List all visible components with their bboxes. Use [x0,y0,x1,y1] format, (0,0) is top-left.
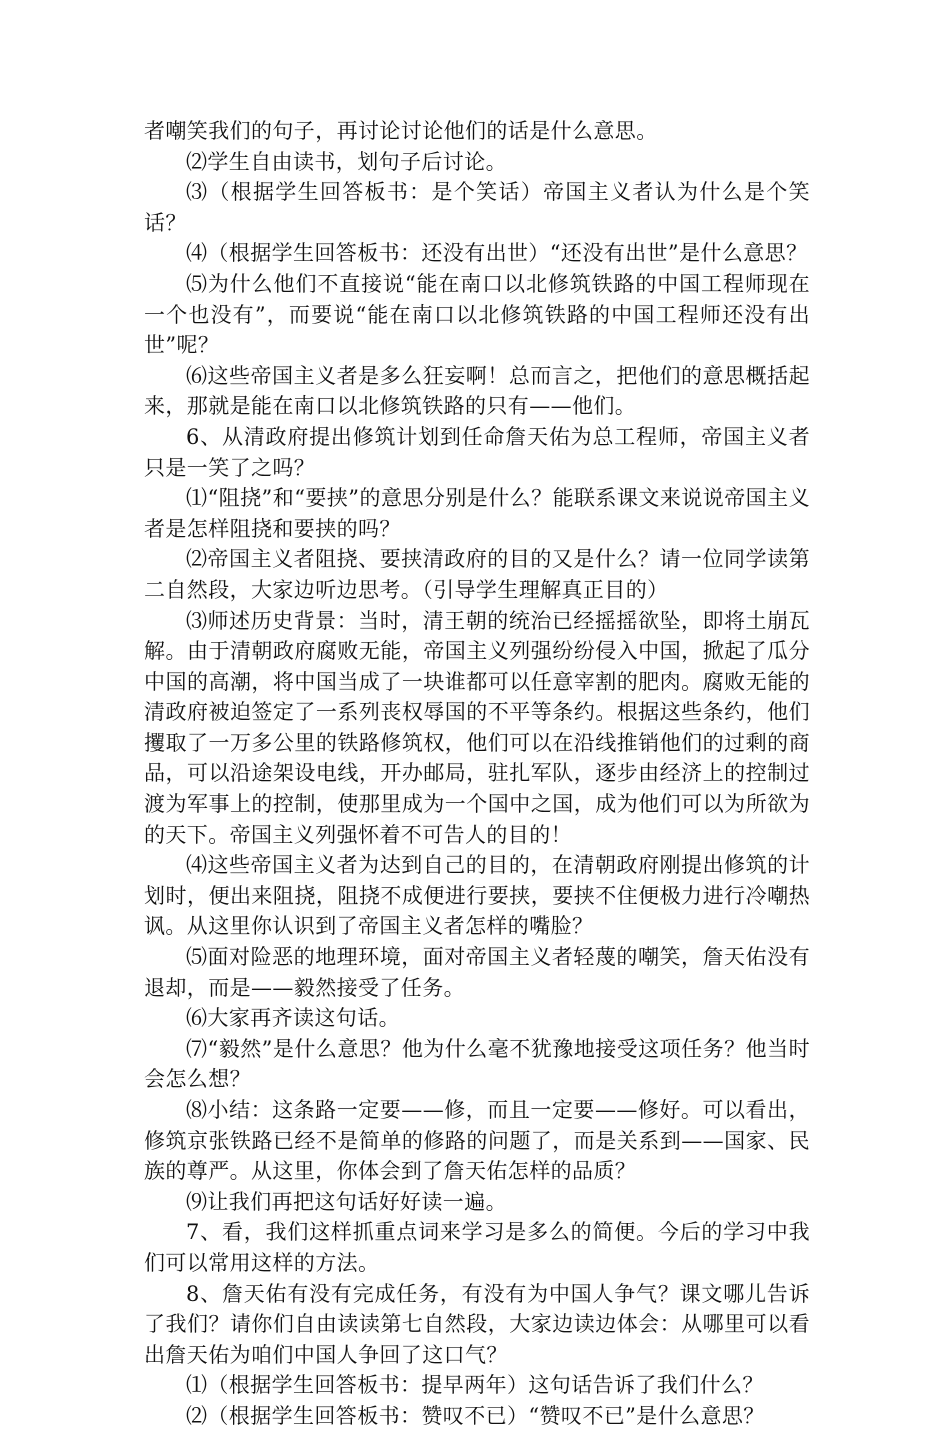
paragraph: ⑹这些帝国主义者是多么狂妄啊！总而言之，把他们的意思概括起来，那就是能在南口以北修筑铁路的只有——他们。 [144,363,810,419]
paragraph: ⑸面对险恶的地理环境，面对帝国主义者轻蔑的嘲笑，詹天佑没有退却，而是——毅然接受了任务。 [144,945,810,1000]
paragraph: ⑼让我们再把这句话好好读一遍。 [186,1189,507,1214]
paragraph: 7、看，我们这样抓重点词来学习是多么的简便。今后的学习中我们可以常用这样的方法。 [144,1220,810,1275]
paragraph: ⑻小结：这条路一定要——修，而且一定要——修好。可以看出，修筑京张铁路已经不是简单的修路的问题了，而是关系到——国家、民族的尊严。从这里，你体会到了詹天佑怎样的品质？ [144,1098,810,1184]
paragraph: ⑶师述历史背景：当时，清王朝的统治已经摇摇欲坠，即将土崩瓦解。由于清朝政府腐败无能，帝国主义列强纷纷侵入中国，掀起了瓜分中国的高潮，将中国当成了一块谁都可以任意宰割的肥肉。腐败无能的清政府被迫签定了一系列丧权辱国的不平等条约。根据这些条约，他们攫取了一万多公里的铁路修筑权，他们可以在沿线推销他们的过剩的商品，可以沿途架设电线，开办邮局，驻扎军队，逐步由经济上的控制过渡为军事上的控制，使那里成为一个国中之国，成为他们可以为所欲为的天下。帝国主义列强怀着不可告人的目的！ [144,608,810,847]
paragraph: ⑷（根据学生回答板书：还没有出世）“还没有出世”是什么意思？ [186,241,808,266]
paragraph: ⑵（根据学生回答板书：赞叹不已）“赞叹不已”是什么意思？ [186,1403,765,1428]
paragraph: 8、詹天佑有没有完成任务，有没有为中国人争气？课文哪儿告诉了我们？请你们自由读读第七自然段，大家边读边体会：从哪里可以看出詹天佑为咱们中国人争回了这口气？ [144,1281,810,1367]
paragraph: ⑶（根据学生回答板书：是个笑话）帝国主义者认为什么是个笑话？ [144,180,810,235]
paragraph: ⑵学生自由读书，划句子后讨论。 [186,149,507,174]
paragraph: ⑴（根据学生回答板书：提早两年）这句话告诉了我们什么？ [186,1373,764,1398]
paragraph: ⑷这些帝国主义者为达到自己的目的，在清朝政府刚提出修筑的计划时，便出来阻挠，阻挠不成便进行要挟，要挟不住便极力进行冷嘲热讽。从这里你认识到了帝国主义者怎样的嘴脸？ [144,853,810,939]
paragraph: 6、从清政府提出修筑计划到任命詹天佑为总工程师，帝国主义者只是一笑了之吗？ [144,424,810,480]
paragraph: ⑹大家再齐读这句话。 [186,1006,400,1031]
paragraph: ⑴“阻挠”和“要挟”的意思分别是什么？能联系课文来说说帝国主义者是怎样阻挠和要挟的吗？ [144,486,810,541]
document-page [144,116,810,1432]
paragraph: ⑵帝国主义者阻挠、要挟清政府的目的又是什么？请一位同学读第二自然段，大家边听边思考。（引导学生理解真正目的） [144,547,810,602]
paragraph: 者嘲笑我们的句子，再讨论讨论他们的话是什么意思。 [144,119,658,143]
paragraph: ⑸为什么他们不直接说“能在南口以北修筑铁路的中国工程师现在一个也没有”，而要说“能在南口以北修筑铁路的中国工程师还没有出世”呢？ [144,271,810,358]
paragraph: ⑺“毅然”是什么意思？他为什么毫不犹豫地接受这项任务？他当时会怎么想？ [144,1036,810,1092]
